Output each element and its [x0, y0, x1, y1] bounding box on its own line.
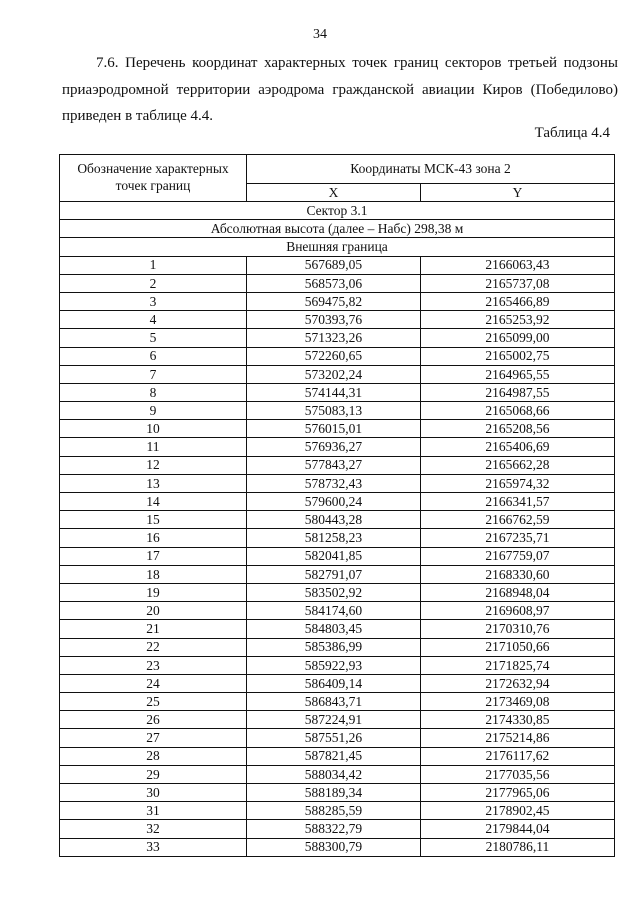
x-coordinate-cell: 588285,59 [247, 802, 421, 820]
point-number-cell: 20 [60, 602, 247, 620]
point-number-cell: 2 [60, 274, 247, 292]
x-coordinate-cell: 574144,31 [247, 383, 421, 401]
sector-label: Сектор 3.1 [60, 202, 615, 220]
y-coordinate-cell: 2165253,92 [420, 311, 614, 329]
point-number-cell: 21 [60, 620, 247, 638]
point-number-cell: 23 [60, 656, 247, 674]
table-row [60, 838, 615, 856]
y-coordinate-cell: 2165737,08 [420, 274, 614, 292]
x-coordinate-cell: 577843,27 [247, 456, 421, 474]
y-coordinate-cell: 2168948,04 [420, 583, 614, 601]
table-caption: Таблица 4.4 [534, 125, 610, 141]
x-coordinate-cell: 576936,27 [247, 438, 421, 456]
x-coordinate-cell: 583502,92 [247, 583, 421, 601]
y-coordinate-cell: 2176117,62 [420, 747, 614, 765]
table-row [60, 547, 615, 565]
y-coordinate-cell: 2167759,07 [420, 547, 614, 565]
point-number-cell: 5 [60, 329, 247, 347]
table-row [60, 420, 615, 438]
point-number-cell: 8 [60, 383, 247, 401]
header-coords: Координаты МСК-43 зона 2 [247, 155, 615, 184]
intro-paragraph: 7.6. Перечень координат характерных точек границ секторов третьей подзоны приаэродромной территории аэродрома гражданской авиации Киров (Победилово) приведен в таблице 4.4. [62, 55, 618, 124]
boundary-row [60, 238, 615, 256]
y-coordinate-cell: 2173469,08 [420, 693, 614, 711]
boundary-label: Внешняя граница [60, 238, 615, 256]
y-coordinate-cell: 2166762,59 [420, 511, 614, 529]
table-row [60, 765, 615, 783]
y-coordinate-cell: 2165466,89 [420, 292, 614, 310]
y-coordinate-cell: 2168330,60 [420, 565, 614, 583]
point-number-cell: 15 [60, 511, 247, 529]
table-row [60, 820, 615, 838]
table-row [60, 511, 615, 529]
table-row [60, 529, 615, 547]
point-number-cell: 30 [60, 784, 247, 802]
point-number-cell: 28 [60, 747, 247, 765]
altitude-row [60, 220, 615, 238]
table-row [60, 674, 615, 692]
table-row [60, 456, 615, 474]
y-coordinate-cell: 2174330,85 [420, 711, 614, 729]
point-number-cell: 29 [60, 765, 247, 783]
table-row [60, 729, 615, 747]
x-coordinate-cell: 578732,43 [247, 474, 421, 492]
point-number-cell: 24 [60, 674, 247, 692]
y-coordinate-cell: 2165662,28 [420, 456, 614, 474]
point-number-cell: 3 [60, 292, 247, 310]
x-coordinate-cell: 588189,34 [247, 784, 421, 802]
point-number-cell: 4 [60, 311, 247, 329]
y-coordinate-cell: 2177035,56 [420, 765, 614, 783]
y-coordinate-cell: 2175214,86 [420, 729, 614, 747]
x-coordinate-cell: 569475,82 [247, 292, 421, 310]
header-y: Y [420, 183, 614, 201]
y-coordinate-cell: 2165208,56 [420, 420, 614, 438]
y-coordinate-cell: 2164987,55 [420, 383, 614, 401]
x-coordinate-cell: 584174,60 [247, 602, 421, 620]
point-number-cell: 14 [60, 493, 247, 511]
point-number-cell: 9 [60, 402, 247, 420]
table-row [60, 565, 615, 583]
table-row [60, 383, 615, 401]
x-coordinate-cell: 567689,05 [247, 256, 421, 274]
x-coordinate-cell: 586409,14 [247, 674, 421, 692]
x-coordinate-cell: 580443,28 [247, 511, 421, 529]
y-coordinate-cell: 2171050,66 [420, 638, 614, 656]
point-number-cell: 13 [60, 474, 247, 492]
y-coordinate-cell: 2180786,11 [420, 838, 614, 856]
table-row [60, 747, 615, 765]
table-row [60, 474, 615, 492]
x-coordinate-cell: 588034,42 [247, 765, 421, 783]
point-number-cell: 16 [60, 529, 247, 547]
sector-row [60, 202, 615, 220]
point-number-cell: 7 [60, 365, 247, 383]
table-row [60, 784, 615, 802]
point-number-cell: 25 [60, 693, 247, 711]
table-row [60, 402, 615, 420]
table-row [60, 493, 615, 511]
y-coordinate-cell: 2178902,45 [420, 802, 614, 820]
point-number-cell: 32 [60, 820, 247, 838]
table-row [60, 711, 615, 729]
point-number-cell: 31 [60, 802, 247, 820]
x-coordinate-cell: 576015,01 [247, 420, 421, 438]
point-number-cell: 11 [60, 438, 247, 456]
table-row [60, 620, 615, 638]
x-coordinate-cell: 571323,26 [247, 329, 421, 347]
y-coordinate-cell: 2171825,74 [420, 656, 614, 674]
y-coordinate-cell: 2170310,76 [420, 620, 614, 638]
point-number-cell: 10 [60, 420, 247, 438]
header-points: Обозначение характерных точек границ [60, 155, 247, 202]
point-number-cell: 17 [60, 547, 247, 565]
table-row [60, 438, 615, 456]
point-number-cell: 1 [60, 256, 247, 274]
point-number-cell: 6 [60, 347, 247, 365]
y-coordinate-cell: 2169608,97 [420, 602, 614, 620]
x-coordinate-cell: 587551,26 [247, 729, 421, 747]
x-coordinate-cell: 588300,79 [247, 838, 421, 856]
altitude-label: Абсолютная высота (далее – Набс) 298,38 м [60, 220, 615, 238]
coordinates-table [59, 154, 615, 857]
table-row [60, 311, 615, 329]
x-coordinate-cell: 585922,93 [247, 656, 421, 674]
y-coordinate-cell: 2166063,43 [420, 256, 614, 274]
table-row [60, 329, 615, 347]
point-number-cell: 12 [60, 456, 247, 474]
y-coordinate-cell: 2177965,06 [420, 784, 614, 802]
y-coordinate-cell: 2165406,69 [420, 438, 614, 456]
x-coordinate-cell: 587821,45 [247, 747, 421, 765]
point-number-cell: 27 [60, 729, 247, 747]
table-row [60, 638, 615, 656]
x-coordinate-cell: 581258,23 [247, 529, 421, 547]
table-row [60, 602, 615, 620]
table-row [60, 693, 615, 711]
page-number: 34 [313, 27, 327, 42]
x-coordinate-cell: 588322,79 [247, 820, 421, 838]
y-coordinate-cell: 2179844,04 [420, 820, 614, 838]
x-coordinate-cell: 582791,07 [247, 565, 421, 583]
x-coordinate-cell: 582041,85 [247, 547, 421, 565]
x-coordinate-cell: 573202,24 [247, 365, 421, 383]
table-row [60, 802, 615, 820]
x-coordinate-cell: 572260,65 [247, 347, 421, 365]
x-coordinate-cell: 579600,24 [247, 493, 421, 511]
y-coordinate-cell: 2165974,32 [420, 474, 614, 492]
point-number-cell: 18 [60, 565, 247, 583]
table-row [60, 583, 615, 601]
x-coordinate-cell: 586843,71 [247, 693, 421, 711]
point-number-cell: 33 [60, 838, 247, 856]
y-coordinate-cell: 2167235,71 [420, 529, 614, 547]
y-coordinate-cell: 2165002,75 [420, 347, 614, 365]
point-number-cell: 19 [60, 583, 247, 601]
x-coordinate-cell: 584803,45 [247, 620, 421, 638]
y-coordinate-cell: 2165068,66 [420, 402, 614, 420]
table-row [60, 256, 615, 274]
x-coordinate-cell: 575083,13 [247, 402, 421, 420]
y-coordinate-cell: 2165099,00 [420, 329, 614, 347]
point-number-cell: 26 [60, 711, 247, 729]
x-coordinate-cell: 568573,06 [247, 274, 421, 292]
table-row [60, 365, 615, 383]
header-x: X [247, 183, 421, 201]
y-coordinate-cell: 2164965,55 [420, 365, 614, 383]
point-number-cell: 22 [60, 638, 247, 656]
y-coordinate-cell: 2172632,94 [420, 674, 614, 692]
y-coordinate-cell: 2166341,57 [420, 493, 614, 511]
table-header-row [60, 155, 615, 184]
table-row [60, 656, 615, 674]
table-row [60, 274, 615, 292]
x-coordinate-cell: 585386,99 [247, 638, 421, 656]
x-coordinate-cell: 587224,91 [247, 711, 421, 729]
table-row [60, 292, 615, 310]
table-row [60, 347, 615, 365]
x-coordinate-cell: 570393,76 [247, 311, 421, 329]
